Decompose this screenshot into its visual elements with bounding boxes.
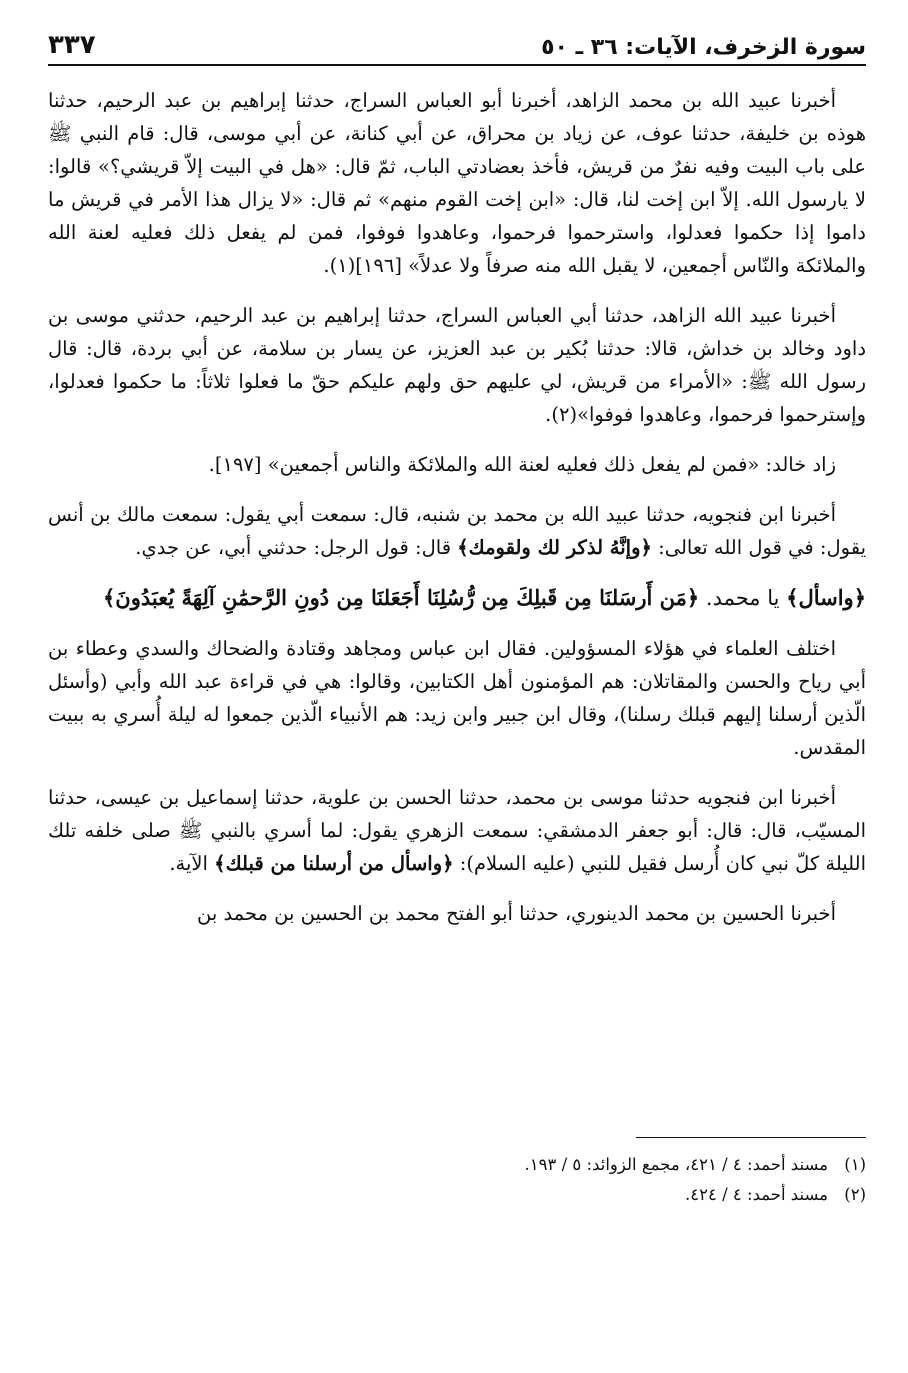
footnote-mark: (٢) bbox=[844, 1185, 866, 1204]
paragraph-hadith-2: أخبرنا عبيد الله الزاهد، حدثنا أبي العباس السراج، حدثنا إبراهيم بن عبد الرحيم، حدثني موسى بن داود وخالد بن خداش، قالا: حدثنا بُكير بن عبد العزيز، عن يسار بن سلامة، عن أبي بردة، قال: قال رسول الله ﷺ: «الأمراء من قريش، لي عليهم حق ولهم عليكم حقّ ما فعلوا ثلاثاً: ما حكموا فعدلوا، وإسترحموا فرحموا، وعاهدوا فوفوا»(٢). bbox=[48, 304, 867, 426]
verse-mid-text: يا محمد. bbox=[699, 586, 787, 610]
running-header bbox=[48, 22, 866, 66]
paragraph-malik-post: قال: قول الرجل: حدثني أبي، عن جدي. bbox=[135, 536, 458, 559]
paragraph-zuhri bbox=[48, 781, 866, 880]
paragraph-malik bbox=[48, 498, 866, 564]
footnote-1 bbox=[48, 1150, 866, 1180]
verse-line bbox=[48, 581, 866, 615]
paragraph-malik-pre: أخبرنا ابن فنجويه، حدثنا عبيد الله بن محمد بن شنبه، قال: سمعت أبي يقول: سمعت مالك بن أنس يقول: في قول الله تعالى: bbox=[48, 503, 866, 559]
surah-title: سورة الزخرف، الآيات: ٣٦ ـ ٥٠ bbox=[541, 35, 866, 60]
paragraph-hadith-1: أخبرنا عبيد الله بن محمد الزاهد، أخبرنا أبو العباس السراج، حدثنا إبراهيم بن عبد الرحيم، حدثنا هوذه بن خليفة، حدثنا عوف، عن زياد بن محراق، عن أبي كنانة، عن أبي موسى، قال: قام النبي ﷺ على باب البيت وفيه نفرٌ من قريش، فأخذ بعضادتي الباب، ثمّ قال: «هل في البيت إلاّ قريشي؟» قالوا: لا يارسول الله. إلاّ ابن إخت لنا، قال: «ابن إخت القوم منهم» ثم قال: «لا يزال هذا الأمر في قريش ما داموا إذا حكموا فعدلوا، واسترحموا فرحموا، وعاهدوا فوفوا، فمن لم يفعل ذلك فعليه لعنة الله والملائكة والنّاس أجمعين، لا يقبل الله منه صرفاً ولا عدلاً» [١٩٦](١). bbox=[48, 89, 866, 277]
footnote-divider bbox=[636, 1137, 866, 1138]
footnote-2 bbox=[48, 1180, 866, 1210]
footnote-text: مسند أحمد: ٤ / ٤٢١، مجمع الزوائد: ٥ / ١٩٣. bbox=[524, 1155, 828, 1174]
quran-verse: ﴿مَن أَرسَلنَا مِن قَبلِكَ مِن رُّسُلِنَا أَجَعَلنَا مِن دُونِ الرَّحمَٰنِ آلِهَةً يُعبَدُونَ﴾ bbox=[103, 585, 700, 610]
paragraph-zuhri-pre: أخبرنا ابن فنجويه حدثنا موسى بن محمد، حدثنا الحسن بن علوية، حدثنا إسماعيل بن عيسى، حدثنا المسيّب، قال: قال: أبو جعفر الدمشقي: سمعت الزهري يقول: لما أسري بالنبي ﷺ صلى خلفه تلك الليلة كلّ نبي كان أُرسل فقيل للنبي (عليه السلام): bbox=[48, 786, 866, 875]
page-body bbox=[48, 84, 866, 930]
footnote-mark: (١) bbox=[844, 1155, 866, 1174]
book-page bbox=[48, 22, 866, 1352]
footnotes bbox=[48, 1137, 866, 1210]
paragraph-dinawari: أخبرنا الحسين بن محمد الدينوري، حدثنا أبو الفتح محمد بن الحسين بن محمد بن bbox=[196, 902, 836, 925]
quran-quote-2: ﴿واسأل من أرسلنا من قبلك﴾ bbox=[214, 852, 454, 875]
footnote-text: مسند أحمد: ٤ / ٤٢٤. bbox=[684, 1185, 828, 1204]
paragraph-zuhri-post: الآية. bbox=[169, 852, 215, 875]
paragraph-khalid-addition: زاد خالد: «فمن لم يفعل ذلك فعليه لعنة الله والملائكة والناس أجمعين» [١٩٧]. bbox=[208, 453, 836, 476]
page-number: ٣٣٧ bbox=[48, 30, 96, 60]
quran-quote-wasal: ﴿واسأل﴾ bbox=[786, 585, 866, 610]
quran-quote: ﴿وإنَّهُ لذكر لك ولقومك﴾ bbox=[457, 536, 652, 559]
paragraph-scholars: اختلف العلماء في هؤلاء المسؤولين. فقال ابن عباس ومجاهد وقتادة والضحاك والسدي وعطاء بن أبي رياح والحسن والمقاتلان: هم المؤمنون أهل الكتابين، وقالوا: هي في قراءة عبد الله وأبي (وأسئل الّذين أرسلنا إليهم قبلك رسلنا)، وقال ابن جبير وابن زيد: هم الأنبياء الّذين جمعوا له ليلة أُسري به ببيت المقدس. bbox=[48, 637, 866, 759]
